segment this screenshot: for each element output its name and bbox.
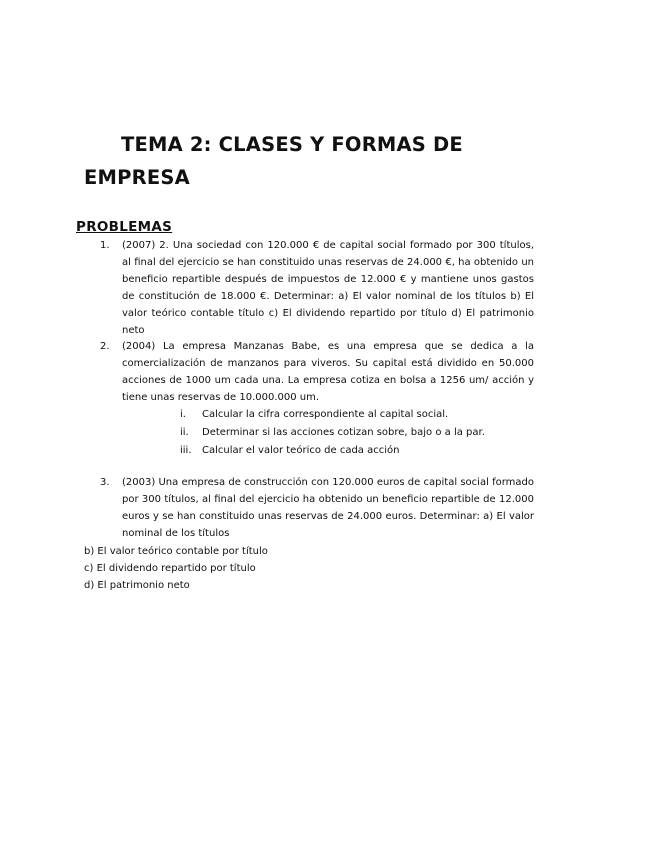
sub-item (180, 424, 534, 442)
problem-number: 3. (100, 477, 110, 488)
problem-text: (2004) La empresa Manzanas Babe, es una empresa que se dedica a la comercialización de manzanos para viveros. Su capital está dividido en 50.000 acciones de 1000 um cada una. La empresa cotiza en bolsa a 1256 um/ acción y tiene unas reservas de 10.000.000 um. (122, 341, 534, 403)
sub-item-text: Determinar si las acciones cotizan sobre, bajo o a la par. (202, 427, 485, 438)
sub-item (180, 406, 534, 424)
problem-text: (2007) 2. Una sociedad con 120.000 € de capital social formado por 300 títulos, al final del ejercicio se han constituido unas reservas de 24.000 €, ha obtenido un beneficio repartible después de impuestos de 12.000 € y mantiene unos gastos de constitución de 18.000 €. Determinar: a) El valor nominal de los títulos b) El valor teórico contable título c) El dividendo repartido por título d) El patrimonio neto (122, 240, 534, 336)
trailing-line: c) El dividendo repartido por título (84, 563, 256, 574)
trailing-line: b) El valor teórico contable por título (84, 546, 268, 557)
page-title: TEMA 2: CLASES Y FORMAS DE EMPRESA (84, 133, 463, 189)
trailing-line: d) El patrimonio neto (84, 580, 190, 591)
problem-item-3 (100, 474, 534, 542)
problem-item-1 (100, 237, 534, 339)
sub-item-text: Calcular el valor teórico de cada acción (202, 445, 400, 456)
roman-numeral: i. (180, 409, 186, 420)
problem-number: 2. (100, 341, 110, 352)
problem-item-2 (100, 338, 534, 460)
sub-item (180, 442, 534, 460)
section-heading: PROBLEMAS (76, 219, 173, 235)
sub-item-text: Calcular la cifra correspondiente al capital social. (202, 409, 449, 420)
roman-numeral: iii. (180, 445, 192, 456)
roman-numeral: ii. (180, 427, 189, 438)
problem-number: 1. (100, 240, 110, 251)
problem-text: (2003) Una empresa de construcción con 120.000 euros de capital social formado por 300 títulos, al final del ejercicio ha obtenido un beneficio repartible de 12.000 euros y se han constituido unas reservas de 24.000 euros. Determinar: a) El valor nominal de los títulos (122, 477, 534, 539)
